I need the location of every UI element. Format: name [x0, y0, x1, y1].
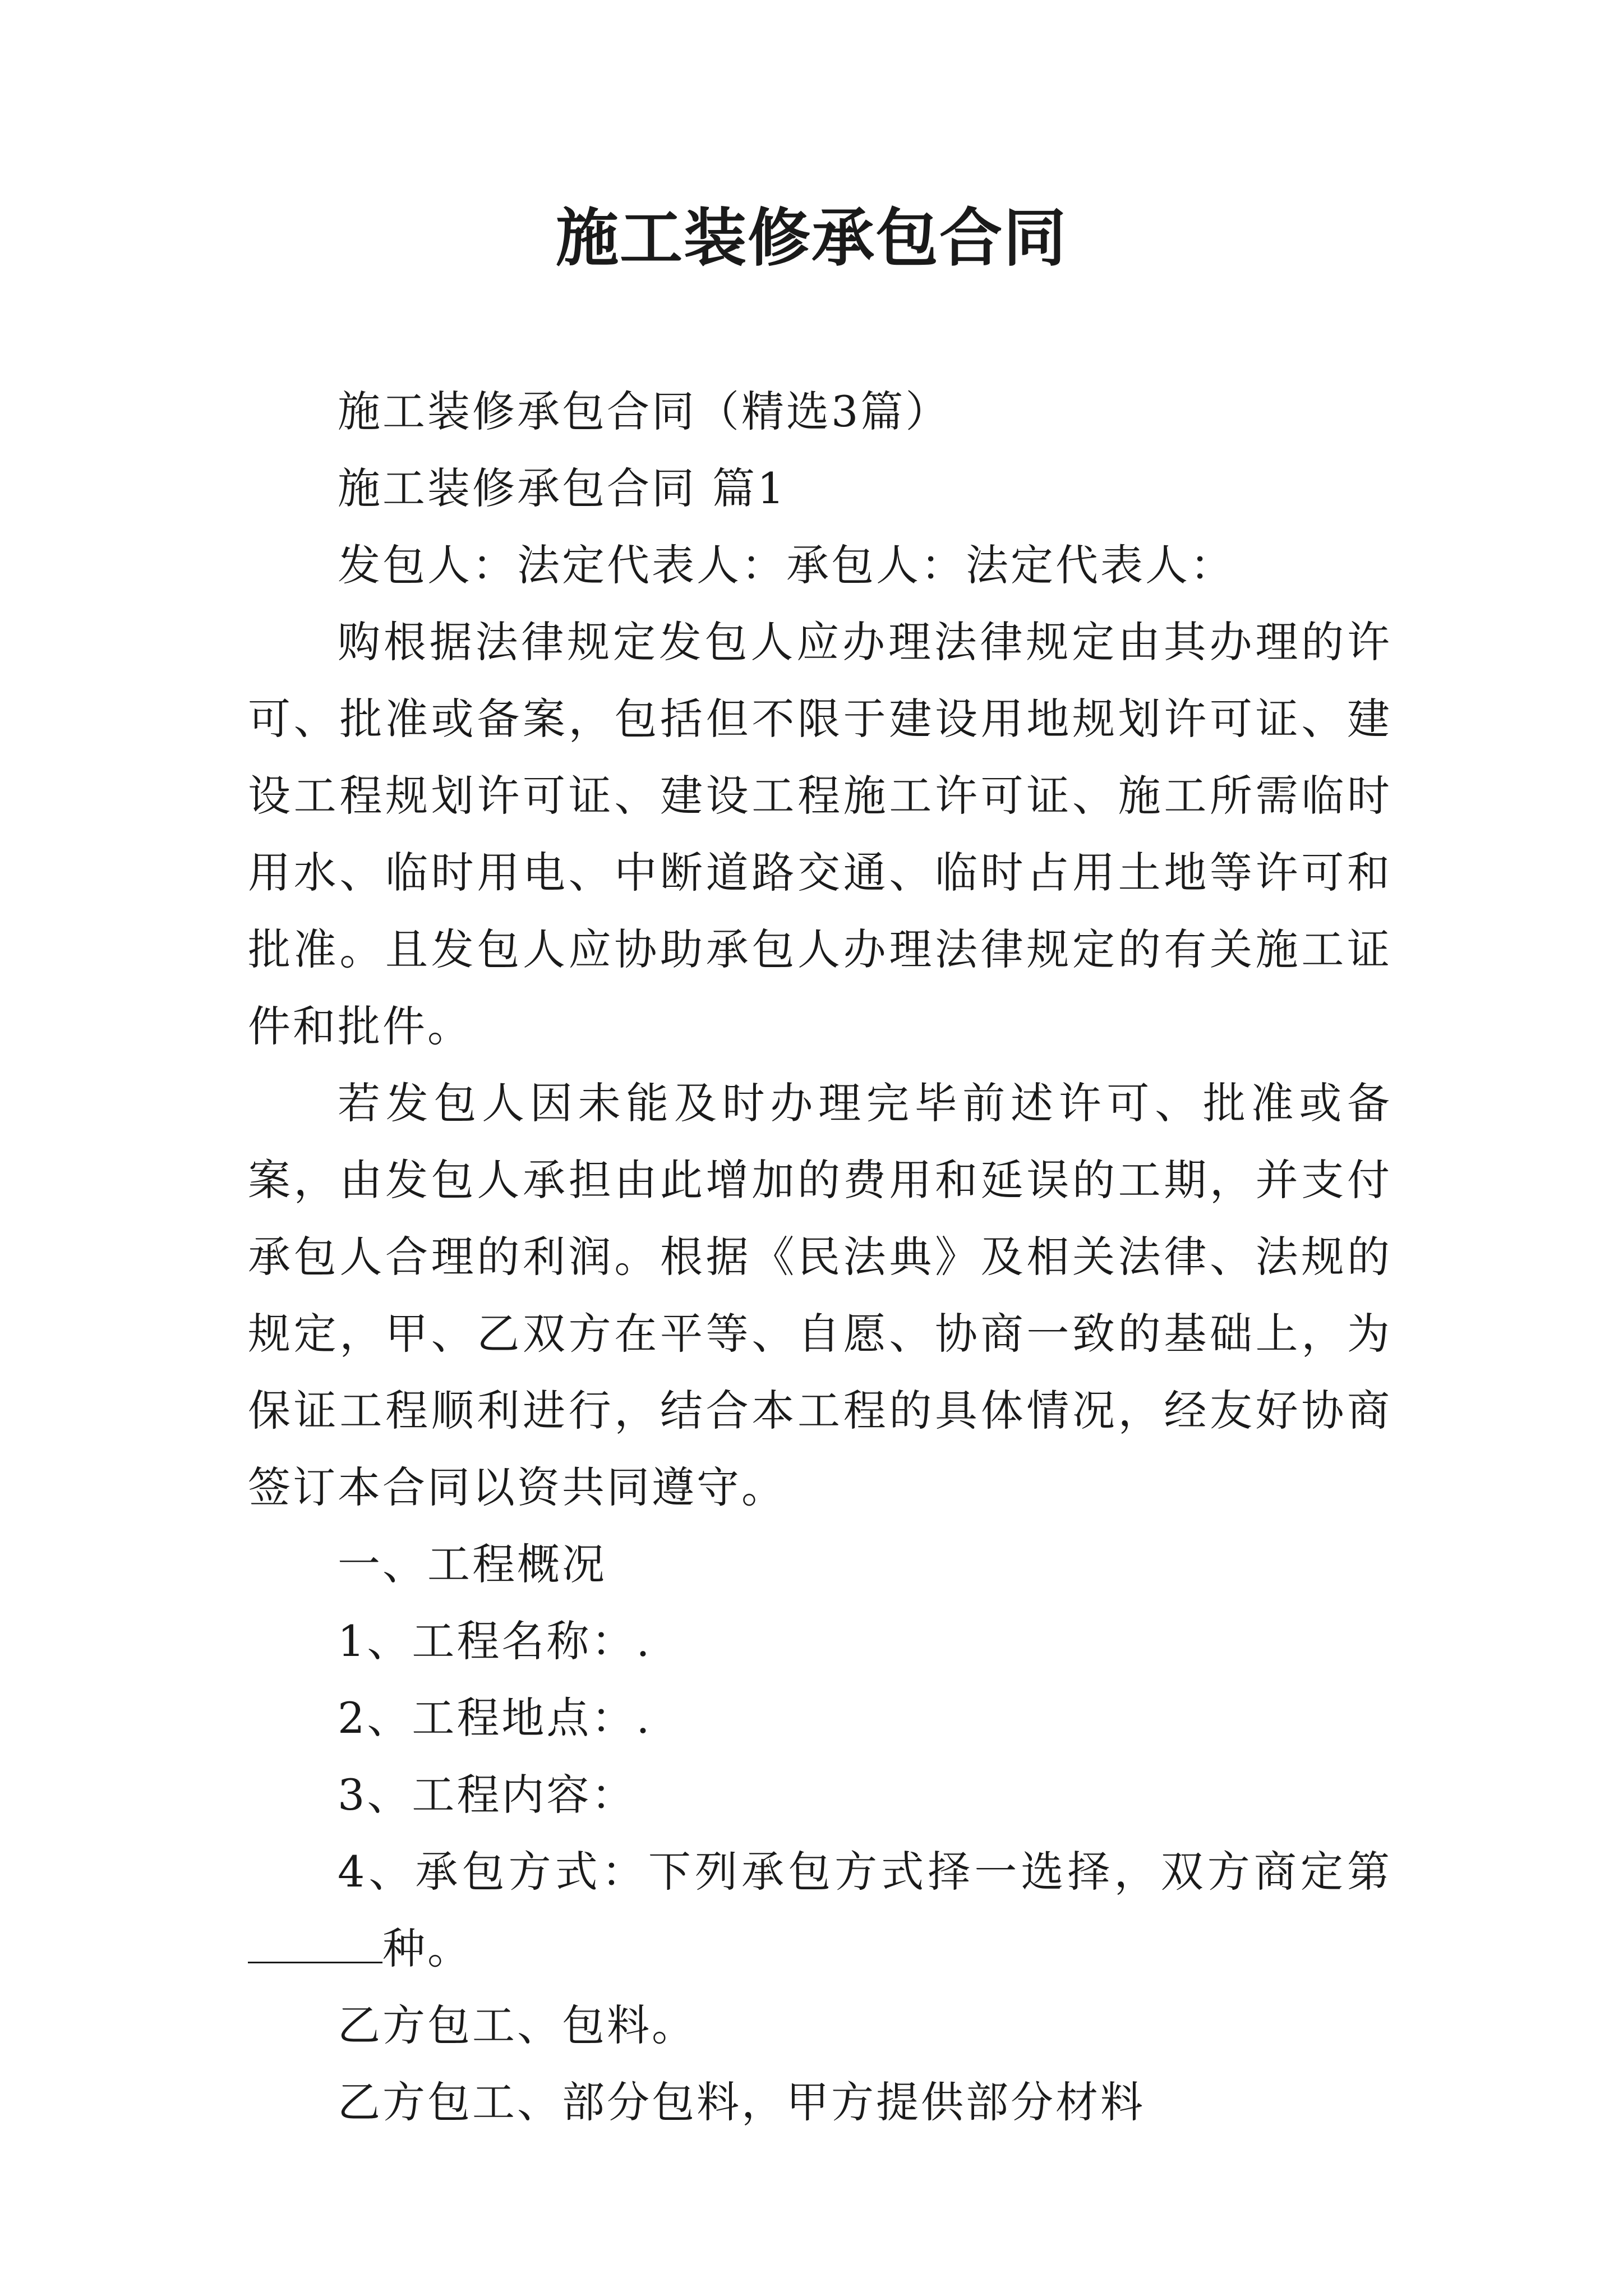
- paragraph-permits: 购根据法律规定发包人应办理法律规定由其办理的许可、批准或备案，包括但不限于建设用地规划许可证、建设工程规划许可证、建设工程施工许可证、施工所需临时用水、临时用电、中断道路交通、临时占用土地等许可和批准。且发包人应协助承包人办理法律规定的有关施工证件和批件。: [248, 617, 1392, 1051]
- option-partial-materials: 乙方包工、部分包料，甲方提供部分材料: [338, 2077, 1145, 2127]
- item-contract-method: [248, 1833, 1392, 1987]
- item-project-location: 2、工程地点：.: [338, 1693, 652, 1743]
- fill-in-blank: [248, 1928, 382, 1963]
- document-title: 施工装修承包合同: [556, 201, 1067, 275]
- section-heading: 施工装修承包合同 篇1: [338, 463, 787, 513]
- option-labor-and-materials: 乙方包工、包料。: [338, 2000, 697, 2050]
- subtitle: 施工装修承包合同（精选3篇）: [338, 386, 951, 436]
- item-project-content: 3、工程内容：: [338, 1770, 637, 1820]
- heading-project-overview: 一、工程概况: [338, 1539, 607, 1589]
- contract-method-text: 4、承包方式：下列承包方式择一选择，双方商定第: [338, 1847, 1392, 1897]
- document-body: [248, 373, 1392, 2141]
- item-project-name: 1、工程名称：.: [338, 1616, 652, 1666]
- parties-line: 发包人：法定代表人：承包人：法定代表人：: [338, 540, 1235, 590]
- paragraph-liability: 若发包人因未能及时办理完毕前述许可、批准或备案，由发包人承担由此增加的费用和延误的工期，并支付承包人合理的利润。根据《民法典》及相关法律、法规的规定，甲、乙双方在平等、自愿、协商一致的基础上，为保证工程顺利进行，结合本工程的具体情况，经友好协商签订本合同以资共同遵守。: [248, 1078, 1392, 1512]
- contract-method-suffix: 种。: [382, 1924, 472, 1973]
